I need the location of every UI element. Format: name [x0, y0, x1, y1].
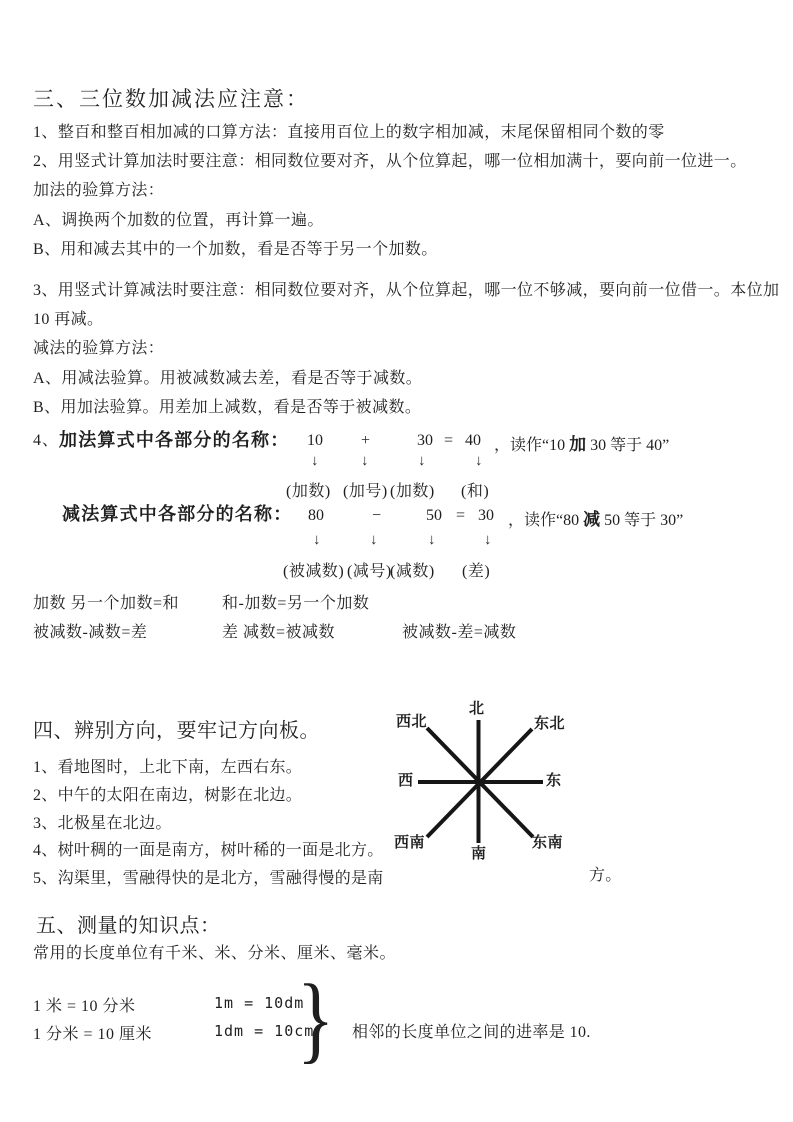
- direction-item: 5、沟渠里，雪融得快的是北方，雪融得慢的是南: [33, 870, 384, 888]
- equals-sign: =: [456, 507, 466, 524]
- text-line: B、用加法验算。用差加上减数，看是否等于被减数。: [33, 398, 422, 416]
- down-arrow-icon: ↓: [484, 532, 492, 548]
- section-three: [33, 84, 778, 422]
- compass-label-northeast: 东北: [534, 716, 566, 732]
- wrapped-text-tail: 方。: [589, 867, 622, 884]
- text-line: 1、整百和整百相加减的口算方法：直接用百位上的数字相加减，末尾保留相同个数的零: [33, 124, 665, 141]
- section4-heading: 四、辨别方向，要牢记方向板。: [33, 720, 320, 742]
- addend-label: (加数): [390, 483, 435, 500]
- direction-item: 1、看地图时，上北下南，左西右东。: [33, 759, 303, 776]
- subtraction-formula-title: 减法算式中各部分的名称：: [62, 504, 293, 524]
- subtrahend-label: (减数): [390, 563, 435, 580]
- relation-formula: 和-加数=另一个加数: [222, 595, 370, 612]
- section-four: [33, 716, 393, 893]
- unit-equation-cn: 1 分米 = 10 厘米: [33, 1026, 153, 1043]
- section5-heading: 五、测量的知识点：: [36, 915, 221, 937]
- text-line: 加法的验算方法：: [33, 182, 165, 200]
- text-line: 3、用竖式计算减法时要注意：相同数位要对齐，从个位算起，哪一位不够减，要向前一位借一。本位加: [33, 281, 780, 299]
- section3-heading: 三、三位数加减法应注意：: [33, 87, 309, 111]
- minus-label: (减号): [347, 563, 392, 580]
- difference-label: (差): [462, 563, 491, 580]
- compass-label-southeast: 东南: [532, 835, 564, 851]
- relation-formula: 加数 另一个加数=和: [33, 595, 180, 612]
- addend2-value: 30: [417, 432, 433, 449]
- relation-formula: 差 减数=被减数: [222, 624, 336, 641]
- addition-title-text: 加法算式中各部分的名称：: [59, 430, 290, 450]
- addition-read-as: ，读作“10 加 30 等于 40”: [494, 435, 670, 454]
- addend1-value: 10: [307, 432, 323, 449]
- text-line: A、调换两个加数的位置，再计算一遍。: [33, 211, 324, 229]
- plus-label: (加号): [343, 483, 388, 500]
- down-arrow-icon: ↓: [428, 532, 436, 548]
- unit-equation-abbr: 1m = 10dm: [214, 994, 305, 1012]
- text-line: 减法的验算方法：: [33, 340, 165, 358]
- addend-label: (加数): [286, 483, 331, 500]
- direction-item: 2、中午的太阳在南边，树影在北边。: [33, 786, 303, 804]
- down-arrow-icon: ↓: [361, 453, 369, 469]
- down-arrow-icon: ↓: [313, 532, 321, 548]
- relation-formula: 被减数-减数=差: [33, 624, 148, 641]
- down-arrow-icon: ↓: [370, 532, 378, 548]
- compass-label-northwest: 西北: [396, 714, 428, 730]
- minuend-value: 80: [308, 507, 324, 524]
- compass-label-east: 东: [546, 773, 562, 789]
- compass-diagram: [390, 695, 570, 870]
- sum-value: 40: [465, 432, 481, 449]
- relation-formula: 被减数-差=减数: [402, 624, 517, 641]
- compass-label-southwest: 西南: [394, 835, 426, 851]
- down-arrow-icon: ↓: [475, 453, 483, 469]
- text-line: 10 再减。: [33, 311, 104, 329]
- compass-label-north: 北: [469, 701, 485, 717]
- direction-item: 4、树叶稠的一面是南方，树叶稀的一面是北方。: [33, 842, 384, 860]
- subtrahend-value: 50: [426, 507, 442, 524]
- compass-label-west: 西: [398, 773, 414, 789]
- unit-equation-abbr: 1dm = 10cm: [214, 1022, 315, 1040]
- addition-formula-title: [33, 427, 289, 452]
- down-arrow-icon: ↓: [311, 453, 319, 469]
- measure-note: 相邻的长度单位之间的进率是 10.: [352, 1024, 591, 1041]
- subtraction-read-as: ，读作“80 减 50 等于 30”: [508, 510, 684, 529]
- down-arrow-icon: ↓: [418, 453, 426, 469]
- compass-label-south: 南: [471, 846, 487, 862]
- text-line: A、用减法验算。用被减数减去差，看是否等于减数。: [33, 369, 423, 387]
- direction-item: 3、北极星在北边。: [33, 814, 172, 832]
- sum-label: (和): [461, 483, 490, 500]
- text-line: 2、用竖式计算加法时要注意：相同数位要对齐，从个位算起，哪一位相加满十，要向前一位进一。: [33, 153, 747, 171]
- unit-equation-cn: 1 米 = 10 分米: [33, 998, 136, 1015]
- difference-value: 30: [478, 507, 494, 524]
- item-number: 4、: [33, 432, 60, 449]
- measure-intro: 常用的长度单位有千米、米、分米、厘米、毫米。: [33, 945, 397, 962]
- equals-sign: =: [444, 432, 454, 449]
- plus-sign: +: [361, 432, 371, 449]
- minus-sign: −: [372, 507, 382, 524]
- text-line: B、用和减去其中的一个加数，看是否等于另一个加数。: [33, 240, 438, 258]
- curly-brace: }: [297, 965, 335, 1072]
- minuend-label: (被减数): [283, 563, 345, 580]
